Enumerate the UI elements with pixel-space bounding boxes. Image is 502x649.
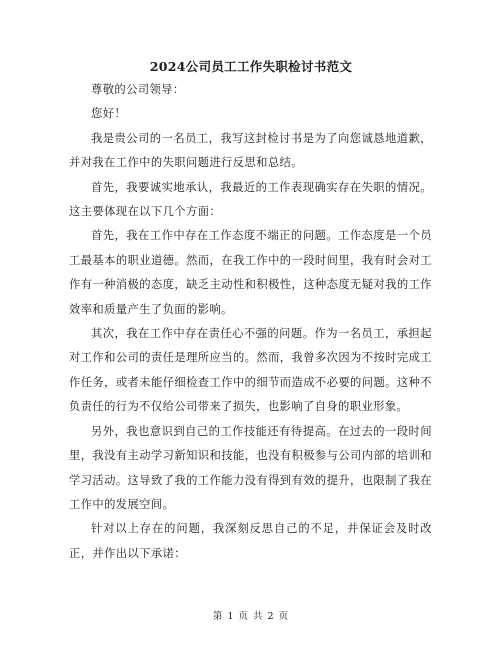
greeting: 您好！ [91,107,127,121]
page-number-footer: 第 1 页 共 2 页 [212,611,290,622]
body-paragraph: 另外，我也意识到自己的工作技能还有待提高。在过去的一段时间里，我没有主动学习新知识和技能，也没有积极参与公司内部的培训和学习活动。这导致了我的工作能力没有得到有效的提升，也限制了我在工作中的发展空间。 [69,424,432,511]
body-paragraph: 首先，我要诚实地承认，我最近的工作表现确实存在失职的情况。这主要体现在以下几个方面： [69,180,432,219]
salutation: 尊敬的公司领导： [91,83,185,96]
body-paragraph: 针对以上存在的问题，我深刻反思自己的不足，并保证会及时改正，并作出以下承诺： [69,522,432,560]
document-body [69,78,432,566]
body-paragraph: 我是贵公司的一名员工，我写这封检讨书是为了向您诚恳地道歉，并对我在工作中的失职问题进行反思和总结。 [69,131,432,170]
document-title: 2024公司员工工作失职检讨书范文 [149,59,353,74]
body-paragraph: 其次，我在工作中存在责任心不强的问题。作为一名员工，承担起对工作和公司的责任是理所应当的。然而，我曾多次因为不按时完成工作任务，或者未能仔细检查工作中的细节而造成不必要的问题。这种不负责任的行为不仅给公司带来了损失，也影响了自身的职业形象。 [69,327,432,414]
body-paragraph: 首先，我在工作中存在工作态度不端正的问题。工作态度是一个员工最基本的职业道德。然而，在我工作中的一段时间里，我有时会对工作有一种消极的态度，缺乏主动性和积极性，这种态度无疑对我的工作效率和质量产生了负面的影响。 [69,229,432,316]
